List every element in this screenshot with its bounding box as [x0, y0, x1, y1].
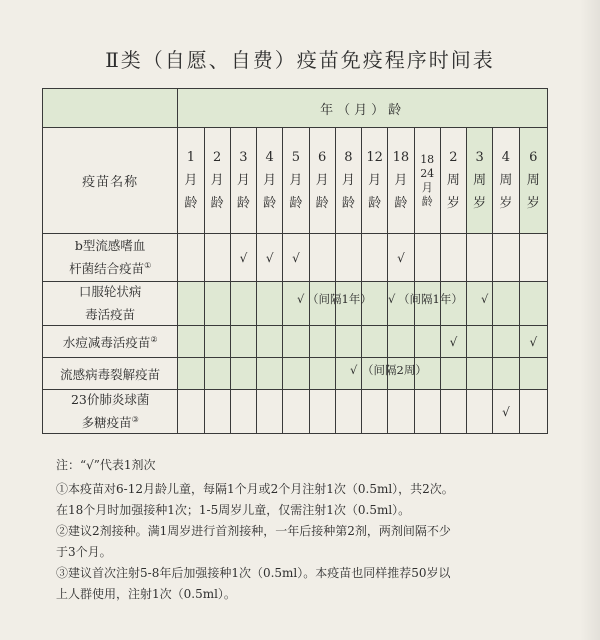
- dose-cell: [388, 326, 414, 358]
- vaccine-name-text: 毒活疫苗: [85, 307, 136, 323]
- note-reference: ①: [144, 260, 152, 270]
- dose-mark: √: [297, 292, 305, 306]
- interval-label: （间隔1年）: [307, 292, 372, 306]
- dose-cell: [230, 358, 256, 390]
- dose-cell: [178, 282, 204, 326]
- dose-cell: [440, 234, 466, 282]
- dose-cell: [440, 358, 466, 390]
- age-header-text: 岁: [446, 196, 460, 211]
- age-header-text: 龄: [289, 196, 303, 211]
- dose-cell: √: [519, 326, 547, 358]
- dose-cell: [283, 282, 309, 326]
- dose-cell: [257, 282, 283, 326]
- vaccine-name-text: 23价肺炎球菌: [70, 392, 150, 408]
- age-header-text: 5: [291, 150, 301, 165]
- dose-cell: [178, 358, 204, 390]
- dose-cell: [519, 358, 547, 390]
- corner-cell: [43, 89, 178, 128]
- dose-cell: [309, 326, 335, 358]
- dose-cell: [204, 326, 230, 358]
- dose-cell: [467, 234, 493, 282]
- age-column-header: [388, 128, 414, 234]
- dose-cell: [309, 390, 335, 434]
- age-header-text: 3: [475, 150, 484, 165]
- age-header-text: 周: [526, 173, 540, 188]
- vaccine-name-line: [43, 330, 177, 353]
- dose-cell: [204, 390, 230, 434]
- vaccine-row: [43, 234, 548, 282]
- dose-cell: [178, 234, 204, 282]
- dose-cell: [467, 358, 493, 390]
- dose-cell: [283, 326, 309, 358]
- note-1-line-2: 在18个月时加强接种1次；1-5周岁儿童，仅需注射1次（0.5ml）。: [56, 503, 411, 517]
- dose-cell: [362, 390, 388, 434]
- age-column-header: [230, 128, 256, 234]
- immunization-schedule-table: [42, 88, 548, 434]
- age-column-header: [362, 128, 388, 234]
- age-column-header: [493, 128, 519, 234]
- vaccine-row: [43, 358, 548, 390]
- age-column-header: [257, 128, 283, 234]
- note-1-line-1: ①本疫苗对6-12月龄儿童，每隔1个月或2个月注射1次（0.5ml），共2次。: [56, 482, 454, 496]
- dose-cell: √: [388, 234, 414, 282]
- interval-label: （间隔2周）: [362, 363, 427, 377]
- age-header-text: 龄: [210, 196, 224, 211]
- age-header-text: 月: [236, 173, 250, 188]
- vaccine-name-line: [43, 302, 177, 325]
- vaccine-row: [43, 326, 548, 358]
- age-header-text: 周: [446, 173, 460, 188]
- dose-cell: [362, 326, 388, 358]
- age-header-text: 龄: [315, 196, 329, 211]
- age-header-text: 12: [366, 150, 383, 165]
- dose-cell: [440, 390, 466, 434]
- dose-cell: [335, 358, 361, 390]
- dose-mark: √: [388, 292, 396, 306]
- age-header-text: 18: [420, 152, 435, 166]
- age-column-header: [204, 128, 230, 234]
- interval-label: （间隔1年）: [398, 292, 463, 306]
- dose-mark: √: [350, 363, 358, 377]
- dose-cell: [230, 282, 256, 326]
- age-column-header: [519, 128, 547, 234]
- notes: [56, 455, 556, 605]
- dose-cell: [362, 234, 388, 282]
- dose-cell: [257, 326, 283, 358]
- age-header-text: 月: [210, 173, 224, 188]
- vaccine-name-line: [43, 410, 177, 433]
- age-header-text: 1: [186, 150, 196, 165]
- age-header-text: 龄: [341, 196, 355, 211]
- dose-cell: [519, 234, 547, 282]
- notes-intro: 注：“√”代表1剂次: [56, 458, 156, 472]
- age-header-text: 龄: [394, 196, 408, 211]
- dose-cell: [178, 390, 204, 434]
- dose-cell: [283, 390, 309, 434]
- vaccine-name-text: b型流感嗜血: [74, 237, 146, 253]
- note-2-line-2: 于3个月。: [56, 545, 112, 559]
- age-header-text: 岁: [499, 196, 513, 211]
- age-header-text: 龄: [421, 194, 433, 208]
- age-column-header: [467, 128, 493, 234]
- dose-cell: [335, 234, 361, 282]
- dose-cell: [204, 234, 230, 282]
- dose-cell: [257, 358, 283, 390]
- age-header-text: 月: [289, 173, 303, 188]
- vaccine-name-line: [43, 256, 177, 279]
- age-header-text: 月: [341, 173, 355, 188]
- dose-cell: [388, 390, 414, 434]
- age-header-text: 岁: [526, 196, 540, 211]
- age-header-text: 2: [449, 150, 458, 165]
- note-3-line-2: 上人群使用，注射1次（0.5ml）。: [56, 587, 236, 601]
- dose-cell: √: [493, 390, 519, 434]
- dose-cell: √: [257, 234, 283, 282]
- dose-cell: √: [440, 326, 466, 358]
- vaccine-row: [43, 390, 548, 434]
- page-title: Ⅱ类（自愿、自费）疫苗免疫程序时间表: [105, 48, 495, 72]
- vaccine-name-text: 水痘减毒活疫苗: [62, 335, 151, 351]
- age-header-text: 月: [421, 180, 433, 194]
- vaccine-name-line: [43, 390, 177, 410]
- age-header-text: 月: [184, 173, 198, 188]
- dose-mark: √: [481, 292, 489, 306]
- age-column-header: [440, 128, 466, 234]
- vaccine-name-cell: [43, 390, 178, 434]
- age-header-text: 月: [394, 173, 408, 188]
- age-header-text: 月: [263, 173, 277, 188]
- dose-cell: [493, 326, 519, 358]
- age-header-text: 4: [501, 150, 511, 165]
- vaccine-name-line: [43, 282, 177, 302]
- dose-cell: [335, 390, 361, 434]
- dose-cell: [467, 326, 493, 358]
- dose-cell: [467, 282, 493, 326]
- dose-cell: [335, 326, 361, 358]
- age-header-text: 24: [420, 166, 435, 180]
- age-header-text: 月: [368, 173, 382, 188]
- dose-cell: [414, 234, 440, 282]
- dose-cell: [204, 282, 230, 326]
- age-column-header: [283, 128, 309, 234]
- dose-cell: [283, 358, 309, 390]
- vaccine-name-text: 口服轮状病: [78, 284, 142, 299]
- note-reference: ③: [131, 415, 139, 425]
- age-header-text: 4: [265, 150, 274, 165]
- dose-cell: [414, 326, 440, 358]
- dose-cell: [230, 326, 256, 358]
- age-header: 年（月）龄: [178, 89, 548, 128]
- vaccine-name-text: 多糖疫苗: [81, 415, 132, 431]
- age-header-text: 月: [315, 173, 329, 188]
- age-header-text: 龄: [368, 196, 382, 211]
- vaccine-name-text: 杆菌结合疫苗: [69, 261, 145, 277]
- note-3-line-1: ③建议首次注射5-8年后加强接种1次（0.5ml）。本疫苗也同样推荐50岁以: [56, 566, 451, 580]
- vaccine-name-header: 疫苗名称: [43, 128, 178, 234]
- age-header-text: 龄: [184, 196, 198, 211]
- vaccine-row: [43, 282, 548, 326]
- age-header-text: 龄: [236, 196, 250, 211]
- age-header-text: 周: [473, 173, 487, 188]
- dose-cell: [309, 234, 335, 282]
- dose-cell: [257, 390, 283, 434]
- vaccine-name-cell: [43, 282, 178, 326]
- dose-cell: [493, 234, 519, 282]
- age-header-text: 岁: [473, 196, 487, 211]
- dose-cell: [204, 358, 230, 390]
- age-header-text: 周: [499, 173, 513, 188]
- age-header-text: 2: [213, 150, 222, 165]
- dose-cell: [178, 326, 204, 358]
- note-reference: ②: [150, 335, 158, 345]
- dose-cell: [493, 358, 519, 390]
- dose-cell: [519, 390, 547, 434]
- age-header-text: 龄: [263, 196, 277, 211]
- dose-cell: [309, 358, 335, 390]
- dose-cell: [230, 390, 256, 434]
- vaccine-name-line: [43, 362, 177, 385]
- vaccine-name-text: 流感病毒裂解疫苗: [60, 367, 161, 383]
- vaccine-name-line: [43, 236, 177, 256]
- page-shadow: [580, 0, 600, 640]
- age-header-text: 6: [529, 150, 538, 165]
- vaccine-name-cell: [43, 326, 178, 358]
- age-column-header: [178, 128, 204, 234]
- age-column-header: [335, 128, 361, 234]
- dose-cell: √: [230, 234, 256, 282]
- dose-cell: [414, 390, 440, 434]
- dose-cell: [493, 282, 519, 326]
- age-header-text: 3: [239, 150, 248, 165]
- age-header-text: 6: [318, 150, 327, 165]
- dose-cell: √: [283, 234, 309, 282]
- dose-cell: [519, 282, 547, 326]
- dose-cell: [467, 390, 493, 434]
- note-2-line-1: ②建议2剂接种。满1周岁进行首剂接种，一年后接种第2剂，两剂间隔不少: [56, 524, 451, 538]
- age-header-text: 8: [344, 150, 353, 165]
- age-column-header: [309, 128, 335, 234]
- vaccine-name-cell: [43, 358, 178, 390]
- age-column-header: [414, 128, 440, 234]
- age-header-text: 18: [392, 150, 410, 165]
- vaccine-name-cell: [43, 234, 178, 282]
